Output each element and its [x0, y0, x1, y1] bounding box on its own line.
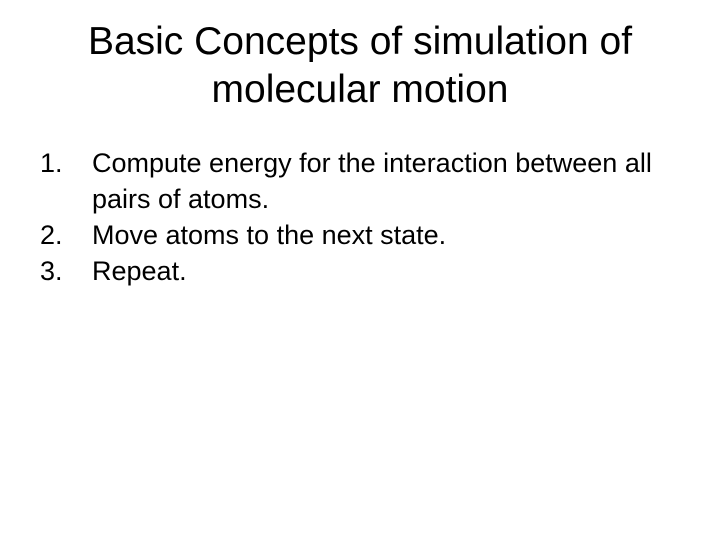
title-line-2: molecular motion: [211, 68, 509, 111]
list-item: [40, 217, 700, 253]
list-item: [40, 145, 700, 217]
list-item: [40, 253, 700, 289]
list-item-text: Repeat.: [92, 256, 187, 286]
slide-title: [40, 18, 680, 114]
list-item-number: 2.: [40, 220, 63, 250]
list-item-text: Move atoms to the next state.: [92, 220, 447, 250]
steps-list: [40, 145, 700, 289]
list-item-text: Compute energy for the interaction between all pairs of atoms.: [92, 148, 652, 214]
title-line-1: Basic Concepts of simulation of: [87, 20, 633, 63]
list-item-number: 3.: [40, 256, 63, 286]
list-item-number: 1.: [40, 148, 63, 178]
